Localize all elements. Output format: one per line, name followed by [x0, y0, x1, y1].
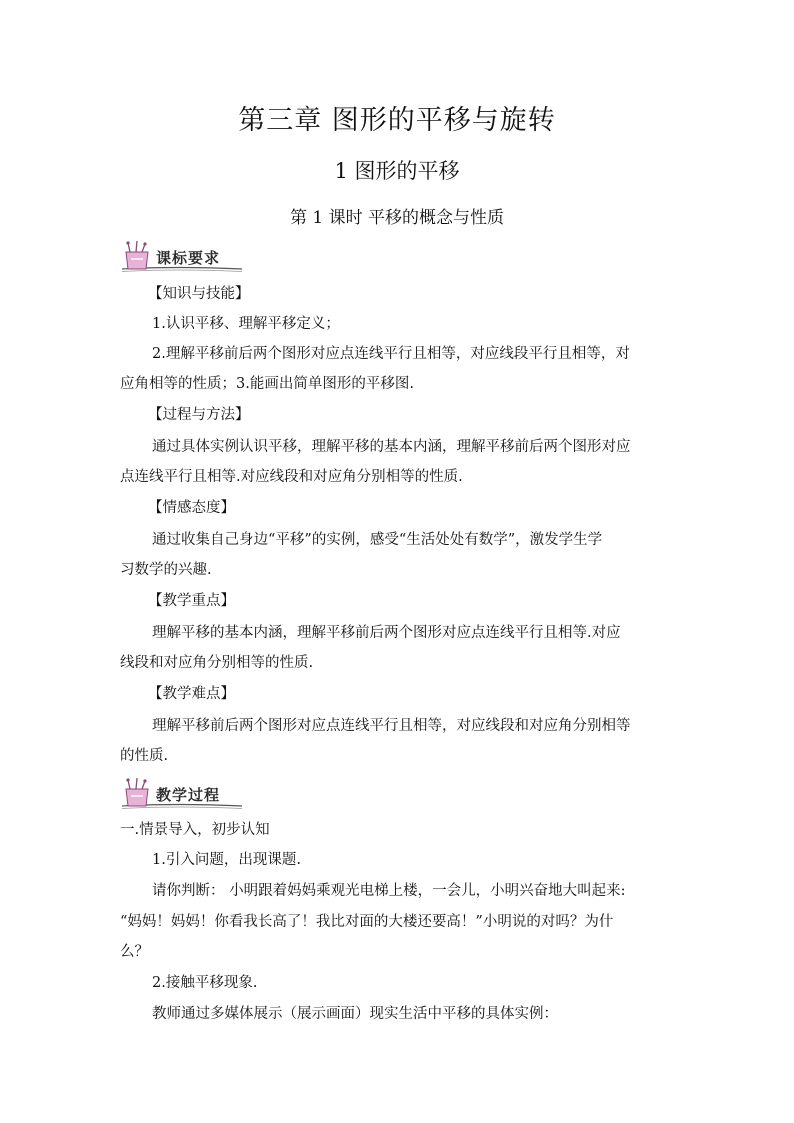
- text-line: 应角相等的性质；3.能画出简单图形的平移图.: [120, 376, 414, 392]
- difficulty-heading: 【教学难点】: [148, 686, 235, 702]
- process-method-heading: 【过程与方法】: [148, 407, 250, 423]
- text-line: 么？: [120, 944, 149, 960]
- text-line: 点连线平行且相等.对应线段和对应角分别相等的性质.: [120, 469, 463, 485]
- text-line: 通过具体实例认识平移，理解平移的基本内涵，理解平移前后两个图形对应: [152, 439, 631, 455]
- section-heading: 一.情景导入，初步认知: [120, 822, 270, 838]
- lesson-title: 第 1 课时 平移的概念与性质: [289, 208, 505, 228]
- text-line: 2.理解平移前后两个图形对应点连线平行且相等，对应线段平行且相等，对: [152, 346, 630, 362]
- text-line: 1.认识平移、理解平移定义；: [152, 316, 340, 332]
- standards-badge-label: 课标要求: [156, 249, 221, 267]
- standards-badge: [118, 239, 244, 273]
- text-line: 2.接触平移现象.: [152, 975, 258, 991]
- text-line: 理解平移前后两个图形对应点连线平行且相等，对应线段和对应角分别相等: [152, 718, 631, 734]
- key-point-heading: 【教学重点】: [148, 593, 235, 609]
- attitude-heading: 【情感态度】: [148, 500, 235, 516]
- text-line: 通过收集自己身边“平移”的实例，感受“生活处处有数学”，激发学生学: [152, 532, 603, 548]
- text-line: “妈妈！妈妈！你看我长高了！我比对面的大楼还要高！”小明说的对吗？为什: [120, 914, 614, 930]
- text-line: 习数学的兴趣.: [120, 562, 212, 578]
- text-line: 1.引入问题，出现课题.: [152, 852, 301, 868]
- section-title: 1 图形的平移: [334, 159, 460, 183]
- knowledge-heading: 【知识与技能】: [148, 286, 250, 302]
- text-line: 线段和对应角分别相等的性质.: [120, 655, 314, 671]
- text-line: 教师通过多媒体展示（展示画面）现实生活中平移的具体实例：: [152, 1006, 558, 1022]
- process-badge-label: 教学过程: [156, 786, 221, 804]
- text-line: 请你判断： 小明跟着妈妈乘观光电梯上楼，一会儿，小明兴奋地大叫起来:: [152, 883, 626, 899]
- chapter-title: 第三章 图形的平移与旋转: [238, 105, 556, 136]
- text-line: 的性质.: [120, 748, 169, 764]
- text-line: 理解平移的基本内涵，理解平移前后两个图形对应点连线平行且相等.对应: [152, 625, 621, 641]
- process-badge: [118, 776, 244, 810]
